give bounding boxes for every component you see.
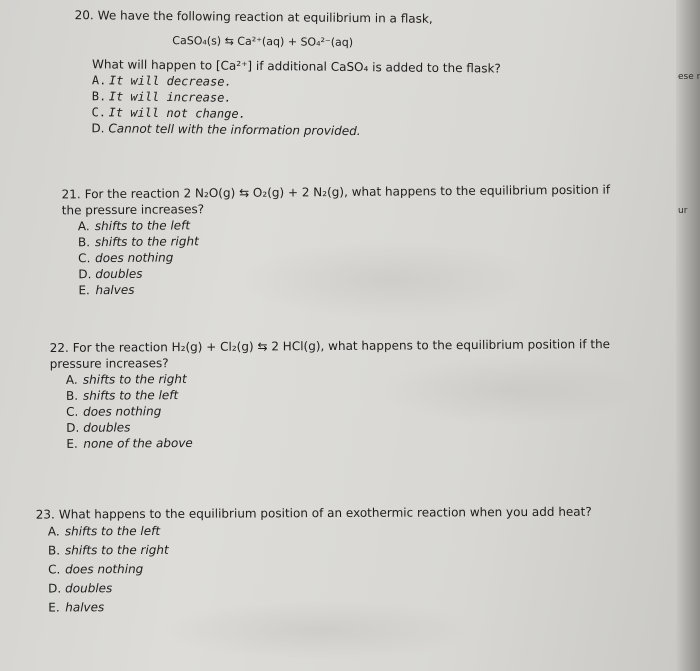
option-d: D. doubles: [48, 581, 113, 596]
question-20-text: We have the following reaction at equilibrium in a flask,: [97, 8, 433, 26]
peeking-text-top: ese r: [678, 72, 700, 82]
question-21: [62, 182, 618, 299]
question-23-number: 23.: [35, 507, 55, 522]
option-c: C. does nothing: [78, 250, 174, 266]
option-a: A. shifts to the left: [47, 523, 161, 539]
option-b: B. It will increase.: [91, 89, 232, 105]
question-23-text: What happens to the equilibrium position of an exothermic reaction when you add heat?: [58, 504, 592, 522]
question-20-question: What will happen to [Ca²⁺] if additional CaSO₄ is added to the flask?: [92, 57, 501, 76]
question-22-prompt: [50, 336, 615, 372]
question-21-options: [62, 214, 618, 299]
underlying-page-edge: [676, 0, 700, 671]
question-20-prompt: [75, 7, 635, 29]
question-22-text: For the reaction H₂(g) + Cl₂(g) ⇆ 2 HCl(g), what happens to the equilibrium position if the pressure increases?: [49, 337, 611, 371]
option-d: D. doubles: [66, 420, 131, 435]
question-20-options: [91, 72, 634, 142]
option-e: E. halves: [78, 282, 135, 298]
option-d: D. doubles: [78, 266, 143, 282]
option-e: E. none of the above: [66, 435, 193, 451]
question-22: [50, 336, 616, 452]
option-c: C. does nothing: [66, 404, 162, 419]
option-a: A. It will decrease.: [91, 73, 232, 89]
question-23: [36, 503, 637, 617]
option-b: B. shifts to the right: [77, 234, 199, 250]
question-20: [73, 7, 634, 142]
peeking-text-middle: ur: [678, 206, 688, 216]
question-23-prompt: [36, 503, 636, 522]
option-b: B. shifts to the left: [65, 388, 179, 403]
question-23-options: [36, 519, 636, 617]
question-22-options: [50, 368, 616, 452]
option-b: B. shifts to the right: [47, 542, 169, 558]
question-21-text: For the reaction 2 N₂O(g) ⇆ O₂(g) + 2 N₂(g), what happens to the equilibrium position if the pressure increases?: [61, 182, 611, 218]
option-a: A. shifts to the right: [65, 372, 187, 387]
question-22-number: 22.: [49, 340, 69, 355]
question-20-equation: CaSO₄(s) ⇆ Ca²⁺(aq) + SO₄²⁻(aq): [172, 34, 354, 49]
option-c: C. does nothing: [48, 562, 144, 577]
option-a: A. shifts to the left: [77, 218, 191, 234]
option-e: E. halves: [48, 600, 105, 615]
option-d: D. Cannot tell with the information provided.: [91, 121, 361, 139]
question-20-number: 20.: [74, 8, 94, 23]
question-21-prompt: [62, 182, 617, 219]
question-21-number: 21.: [61, 187, 81, 202]
option-c: C. It will not change.: [91, 105, 246, 121]
